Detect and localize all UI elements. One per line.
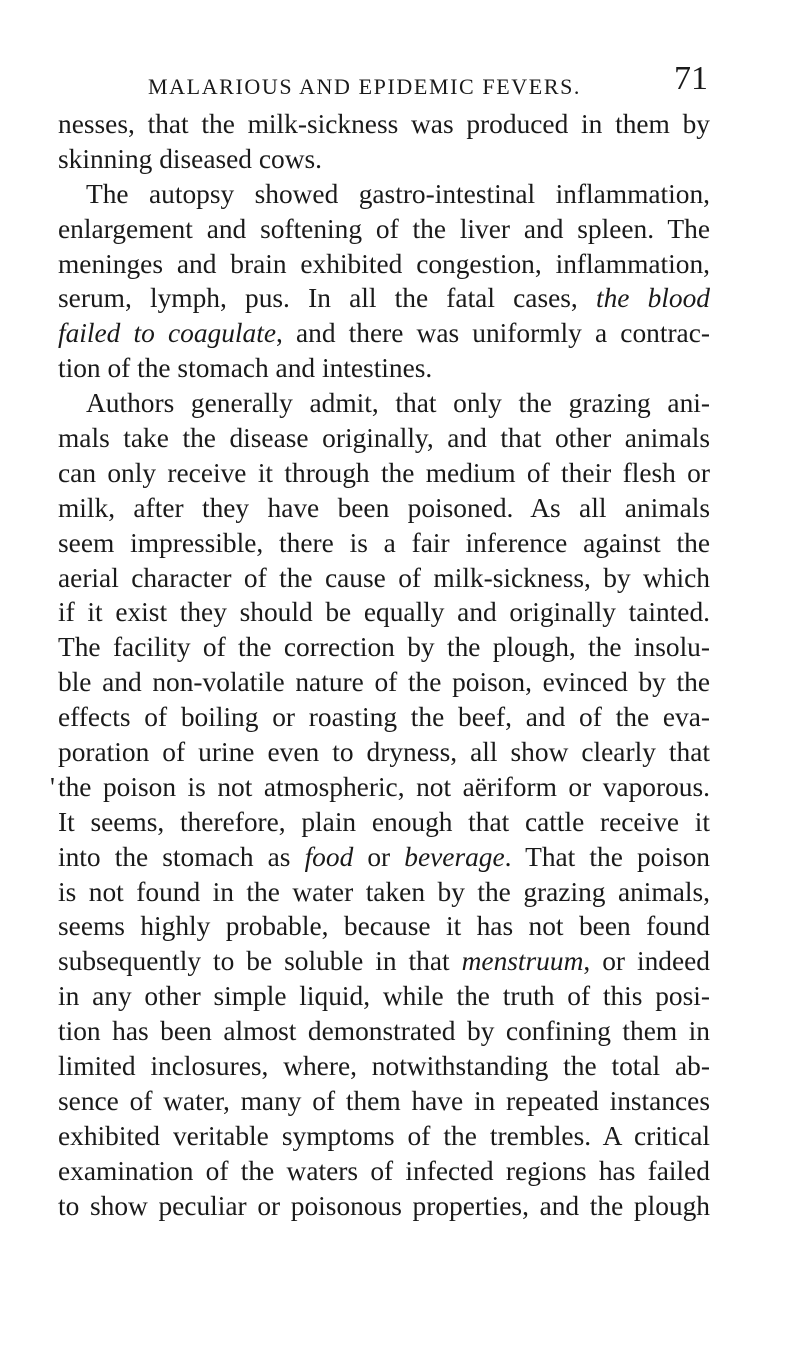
italic-phrase: failed to coagulate [58, 318, 276, 349]
text-line: The facility of the correction by the plough, the insolu- [58, 632, 710, 663]
text-line: is not found in the water taken by the grazing animals, [58, 876, 710, 907]
text-line: can only receive it through the medium of their flesh or [58, 457, 710, 488]
text-line: limited inclosures, where, notwithstanding the total ab- [58, 1051, 710, 1082]
text-line: The autopsy showed gastro-intestinal inflammation, [86, 178, 710, 209]
text-line: tion of the stomach and intestines. [58, 353, 433, 384]
text-line: milk, after they have been poisoned. As all animals [58, 492, 710, 523]
body-text [50, 107, 711, 1224]
text-line: serum, lymph, pus. In all the fatal cases, the blood [58, 283, 710, 314]
text-line: seem impressible, there is a fair inference against the [58, 527, 710, 558]
stray-mark: ' [50, 771, 55, 802]
text-line: ble and non-volatile nature of the poison, evinced by the [58, 667, 710, 698]
text-line: subsequently to be soluble in that menstruum, or indeed [58, 946, 711, 977]
text-line: It seems, therefore, plain enough that cattle receive it [58, 806, 710, 837]
text-line: to show peculiar or poisonous properties, and the plough [58, 1190, 710, 1221]
running-head [148, 60, 708, 104]
text-line: in any other simple liquid, while the truth of this posi- [58, 981, 710, 1012]
italic-phrase: food [304, 841, 354, 872]
text-line: aerial character of the cause of milk-sickness, by which [58, 562, 710, 593]
running-title: MALARIOUS AND EPIDEMIC FEVERS. [148, 74, 582, 99]
text-line: enlargement and softening of the liver and spleen. The [58, 213, 710, 244]
page-number: 71 [674, 60, 708, 97]
text-line: meninges and brain exhibited congestion, inflammation, [58, 248, 710, 279]
text-line: seems highly probable, because it has not been found [58, 911, 710, 942]
text-line: effects of boiling or roasting the beef, and of the eva- [58, 702, 710, 733]
text-line: poration of urine even to dryness, all show clearly that [58, 737, 710, 768]
text-line: skinning diseased cows. [58, 143, 322, 174]
italic-phrase: beverage [404, 841, 505, 872]
text-line: nesses, that the milk-sickness was produced in them by [58, 109, 710, 139]
text-line: tion has been almost demonstrated by confining them in [58, 1016, 710, 1047]
text-line: ' the poison is not atmospheric, not aëriform or vaporous. [58, 770, 710, 805]
text-line: Authors generally admit, that only the grazing ani- [86, 388, 710, 419]
text-line: if it exist they should be equally and originally tainted. [58, 597, 710, 628]
text-line: into the stomach as food or beverage. That the poison [58, 841, 710, 872]
italic-phrase: the blood [595, 283, 710, 314]
text-line: failed to coagulate, and there was uniformly a contrac- [58, 318, 710, 349]
text-line: mals take the disease originally, and that other animals [58, 423, 710, 454]
italic-phrase: menstruum [461, 946, 584, 977]
text-line: sence of water, many of them have in repeated instances [58, 1085, 710, 1116]
text-line: exhibited veritable symptoms of the trembles. A critical [58, 1120, 710, 1151]
text-line: examination of the waters of infected regions has failed [58, 1155, 710, 1186]
